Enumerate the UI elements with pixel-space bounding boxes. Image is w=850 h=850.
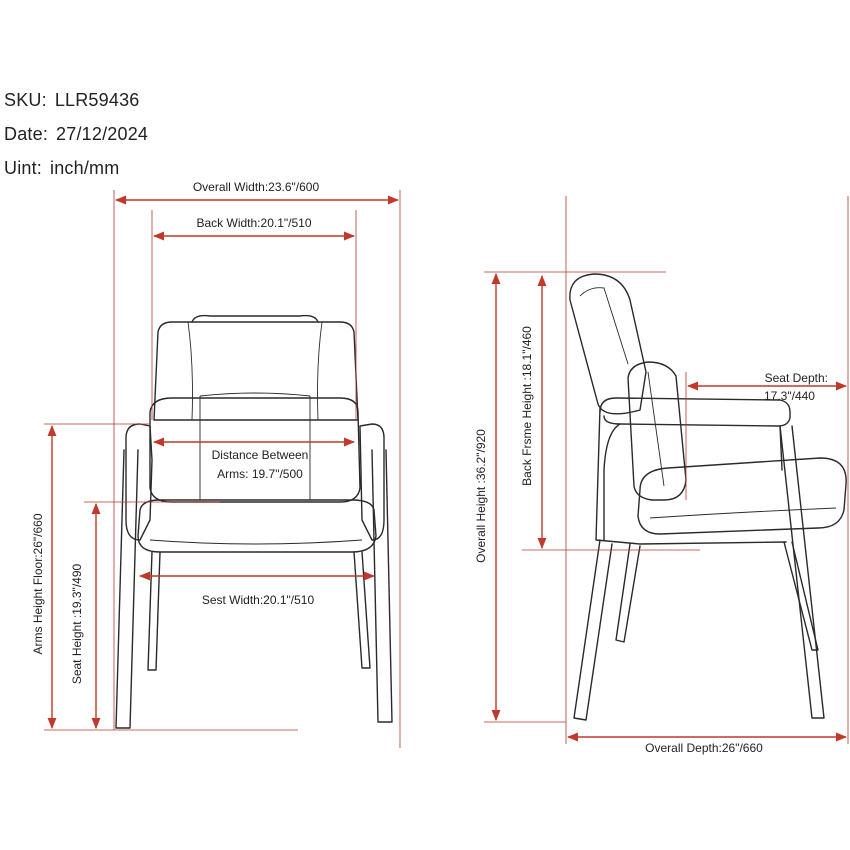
side-chair-drawing <box>570 274 846 720</box>
back-width-label: Back Width:20.1"/510 <box>196 216 312 230</box>
overall-height-label: Overall Height :36.2"/920 <box>474 429 488 563</box>
unit-label: Uint: <box>4 158 43 178</box>
back-frame-height-label: Back Frsme Height :18.1"/460 <box>520 326 534 486</box>
seat-depth-value: 17.3"/440 <box>764 389 815 403</box>
distance-between-label: Distance Between <box>211 448 309 462</box>
overall-depth-label: Overall Depth:26"/660 <box>645 741 763 755</box>
overall-width-label: Overall Width:23.6"/600 <box>192 180 320 194</box>
sku-value: LLR59436 <box>54 90 140 110</box>
front-chair-drawing <box>116 316 392 728</box>
seat-width-label: Sest Width:20.1"/510 <box>201 593 315 607</box>
date-label: Date: <box>4 124 49 144</box>
front-dimension-arrows <box>52 200 398 728</box>
sku-label: SKU: <box>4 90 47 110</box>
side-dimension-arrows <box>496 274 846 737</box>
date-value: 27/12/2024 <box>56 124 149 144</box>
seat-depth-label: Seat Depth: <box>764 371 828 385</box>
side-extension-lines <box>484 196 848 744</box>
arms-distance-label: Arms: 19.7"/500 <box>217 467 303 481</box>
seat-height-label: Seat Height :19.3"/490 <box>70 563 84 685</box>
unit-value: inch/mm <box>50 158 120 178</box>
arms-height-label: Arms Height Floor:26"/660 <box>31 513 45 655</box>
